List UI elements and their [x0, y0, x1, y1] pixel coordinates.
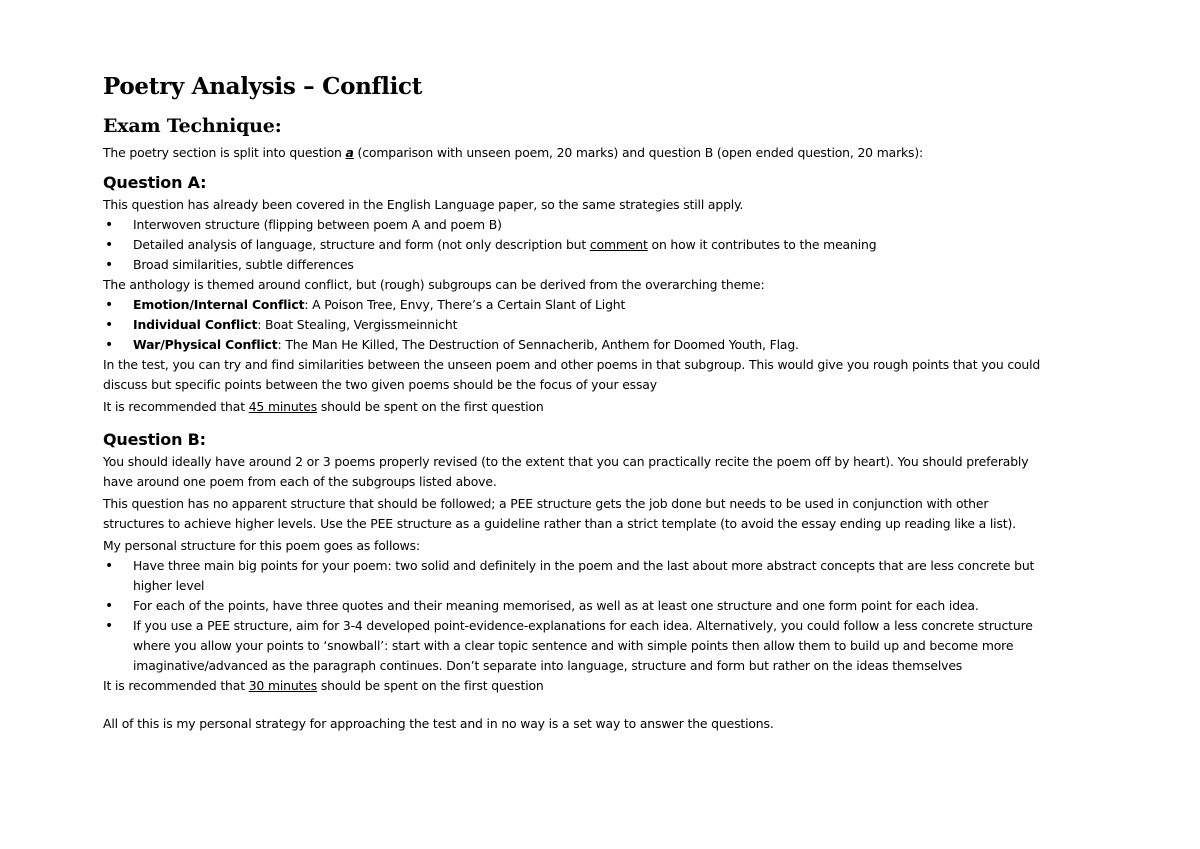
exam-technique-heading: Exam Technique: — [103, 115, 282, 137]
paragraph-line: This question has no apparent structure that should be followed; a PEE structure gets the job done but needs to be used in conjunction with other — [103, 496, 989, 511]
question-b-time-recommendation — [103, 676, 1103, 696]
exam-intro-text-end: (comparison with unseen poem, 20 marks) and question B (open ended question, 20 marks): — [353, 145, 924, 160]
subgroup-list — [103, 295, 1103, 355]
recommendation-text: It is recommended that — [103, 399, 249, 414]
list-item-text-end: on how it contributes to the meaning — [647, 237, 877, 252]
subgroup-poems: : A Poison Tree, Envy, There’s a Certain Slant of Light — [304, 297, 626, 312]
list-item — [103, 616, 1103, 676]
question-a-marker: a — [345, 145, 354, 160]
list-item — [103, 315, 1103, 335]
list-item — [103, 295, 1103, 315]
personal-structure-intro: My personal structure for this poem goes as follows: — [103, 538, 421, 553]
question-b-heading: Question B: — [103, 430, 206, 449]
paragraph-line: You should ideally have around 2 or 3 poems properly revised (to the extent that you can practically recite the poem off by heart). You should preferably — [103, 454, 1029, 469]
anthology-intro: The anthology is themed around conflict, but (rough) subgroups can be derived from the overarching theme: — [103, 277, 765, 292]
test-paragraph — [103, 355, 1103, 395]
list-line: Have three main big points for your poem: two solid and definitely in the poem and the last about more abstract concepts that are less concrete but — [133, 558, 1035, 573]
question-a-strategy-list — [103, 215, 1103, 275]
exam-intro — [103, 143, 1103, 163]
underlined-text: comment — [589, 237, 648, 252]
list-item: • Broad similarities, subtle differences — [103, 255, 1103, 275]
paragraph-line: discuss but specific points between the two given poems should be the focus of your essay — [103, 377, 657, 392]
recommendation-text-end: should be spent on the first question — [317, 678, 544, 693]
subgroup-label: War/Physical Conflict — [133, 337, 278, 352]
paragraph-line: structures to achieve higher levels. Use the PEE structure as a guideline rather than a strict template (to avoid the essay ending up reading like a list). — [103, 516, 1016, 531]
list-line: higher level — [133, 578, 205, 593]
document-title: Poetry Analysis – Conflict — [103, 73, 423, 100]
list-item — [103, 235, 1103, 255]
list-line: If you use a PEE structure, aim for 3-4 developed point-evidence-explanations for each idea. Alternatively, you could follow a less concrete structure — [133, 618, 1033, 633]
paragraph-line: have around one poem from each of the subgroups listed above. — [103, 474, 497, 489]
paragraph-line: In the test, you can try and find similarities between the unseen poem and other poems in that subgroup. This would give you rough points that you could — [103, 357, 1041, 372]
list-item — [103, 335, 1103, 355]
subgroup-poems: : The Man He Killed, The Destruction of Sennacherib, Anthem for Doomed Youth, Flag. — [277, 337, 799, 352]
exam-intro-text: The poetry section is split into question — [103, 145, 346, 160]
time-value: 45 minutes — [248, 399, 318, 414]
list-line: where you allow your points to ‘snowball’: start with a clear topic sentence and with simple points then allow them to build up and become more — [133, 638, 1014, 653]
question-b-paragraph-2 — [103, 494, 1103, 534]
time-value: 30 minutes — [248, 678, 318, 693]
closing-note: All of this is my personal strategy for approaching the test and in no way is a set way to answer the questions. — [103, 716, 774, 731]
question-a-time-recommendation — [103, 397, 1103, 417]
list-item: • For each of the points, have three quotes and their meaning memorised, as well as at least one structure and one form point for each idea. — [103, 596, 1103, 616]
subgroup-poems: : Boat Stealing, Vergissmeinnicht — [257, 317, 458, 332]
question-a-heading: Question A: — [103, 173, 207, 192]
recommendation-text-end: should be spent on the first question — [317, 399, 544, 414]
question-a-intro: This question has already been covered in the English Language paper, so the same strategies still apply. — [103, 197, 744, 212]
question-b-paragraph-1 — [103, 452, 1103, 492]
personal-structure-list — [103, 556, 1103, 676]
subgroup-label: Individual Conflict — [133, 317, 258, 332]
list-item-text: Detailed analysis of language, structure and form (not only description but — [133, 237, 590, 252]
document-body — [103, 72, 1103, 734]
list-line: imaginative/advanced as the paragraph continues. Don’t separate into language, structure and form but rather on the ideas themselves — [133, 658, 963, 673]
list-item: • Interwoven structure (flipping between poem A and poem B) — [103, 215, 1103, 235]
list-item — [103, 556, 1103, 596]
recommendation-text: It is recommended that — [103, 678, 249, 693]
subgroup-label: Emotion/Internal Conflict — [133, 297, 305, 312]
paragraph-spacer — [103, 696, 1103, 714]
